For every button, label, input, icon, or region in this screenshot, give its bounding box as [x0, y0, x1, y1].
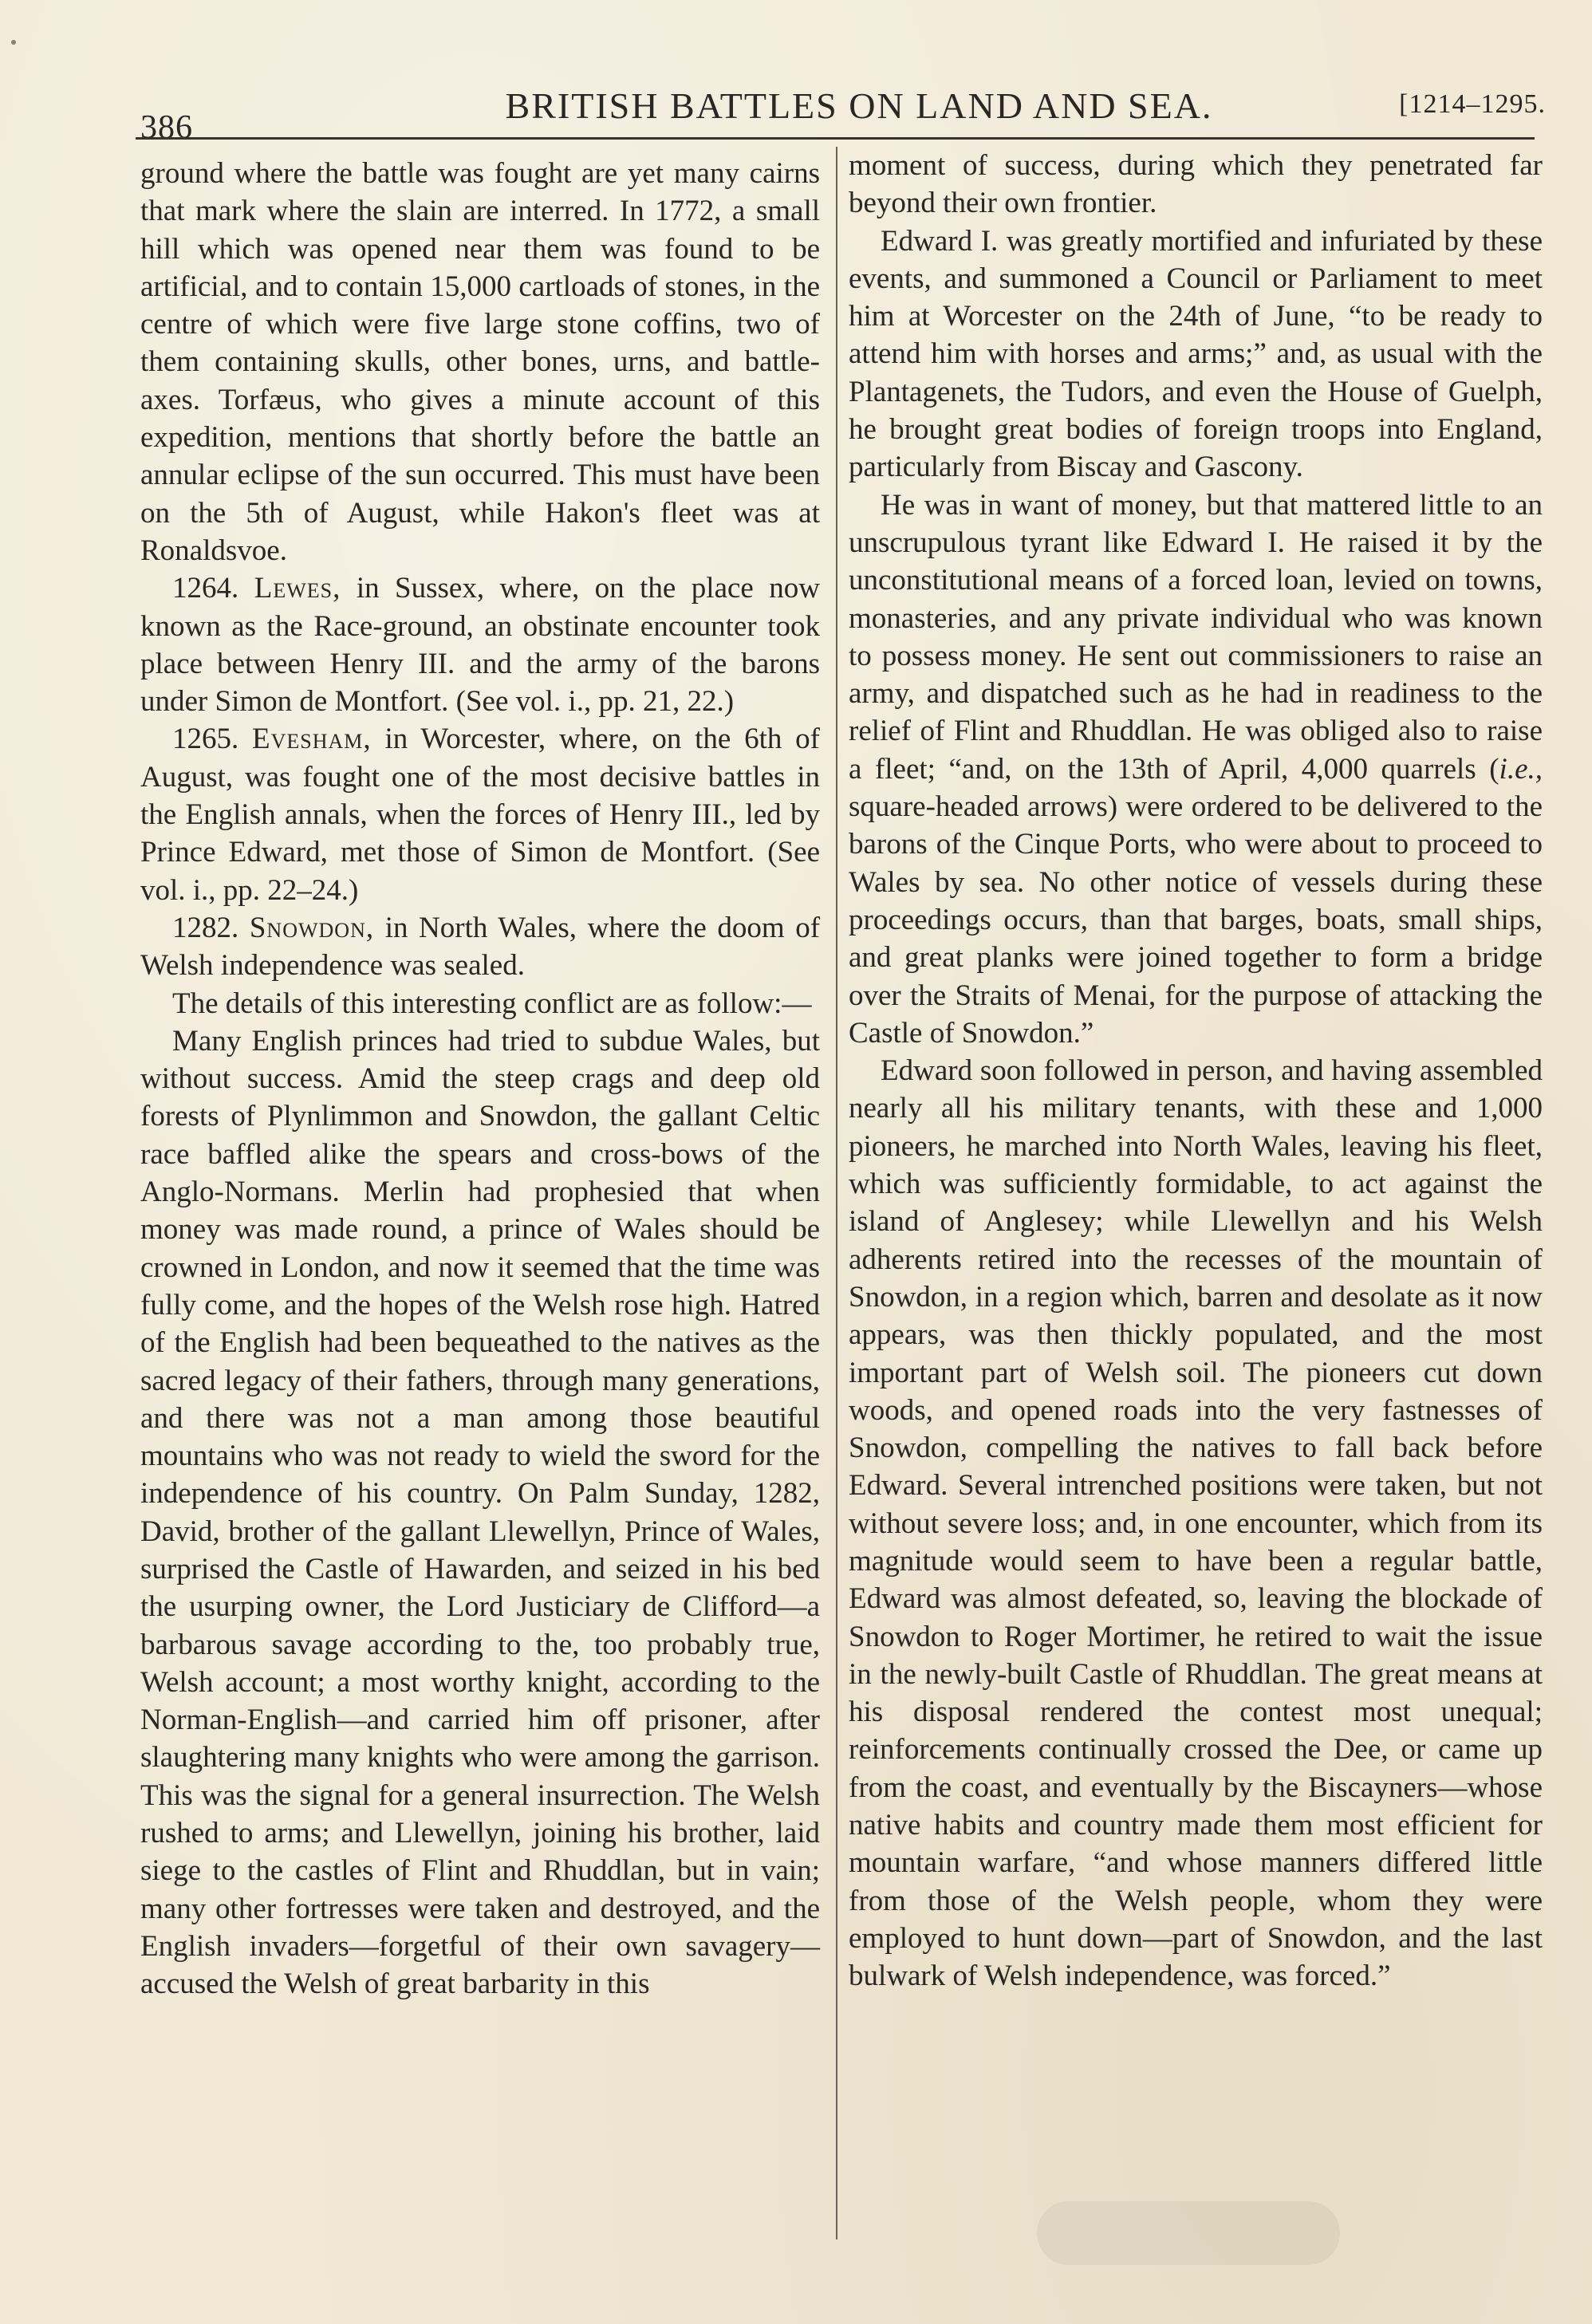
- entry-place: Snowdon,: [249, 911, 375, 944]
- entry-lewes: [140, 569, 820, 720]
- paragraph: Edward soon followed in person, and having assembled nearly all his military tenants, with these and 1,000 pioneers, he marched into North Wales, leaving his fleet, which was sufficiently formidable, to act against the island of Anglesey; while Llewellyn and his Welsh adherents retired into the recesses of the mountain of Snowdon, in a region which, barren and desolate as it now appears, was then thickly populated, and the most important part of Welsh soil. The pioneers cut down woods, and opened roads into the very fastnesses of Snowdon, compelling the natives to fall back before Edward. Several intrenched positions were taken, but not without severe loss; and, in one encounter, which from its magnitude would seem to have been a regular battle, Edward was almost defeated, so, leaving the blockade of Snowdon to Roger Mortimer, he retired to wait the issue in the newly-built Castle of Rhuddlan. The great means at his disposal rendered the contest most unequal; reinforcements continually crossed the Dee, or came up from the coast, and eventually by the Biscayners—whose native habits and country made them most efficient for mountain warfare, “and whose manners differed little from those of the Welsh people, whom they were employed to hunt down—part of Snowdon, and the last bulwark of Welsh independence, was forced.”: [849, 1054, 1543, 1993]
- entry-place: Lewes,: [254, 572, 341, 605]
- paragraph-text: square-headed arrows) were ordered to be delivered to the barons of the Cinque Ports, who were about to proceed to Wales by sea. No other notice of vessels during these proceedings occurs, than that barges, boats, small ships, and great planks were joined together to form a bridge over the Straits of Menai, for the purpose of attacking the Castle of Snowdon.”: [849, 790, 1543, 1050]
- paragraph: The details of this interesting conflict are as follow:—: [172, 987, 812, 1020]
- column-divider: [836, 147, 837, 2239]
- paper-speck: [11, 40, 16, 45]
- page-header: [140, 77, 1546, 146]
- entry-text: in Worcester, where, on the 6th of August, was fought one of the most decisive battles in the English annals, when the forces of Henry III., led by Prince Edward, met those of Simon de Montfort. (See vol. i., pp. 22–24.): [140, 723, 820, 907]
- left-column: [140, 155, 820, 2003]
- entry-text: in Sussex, where, on the place now known as the Race-ground, an obstinate encounter took place between Henry III. and the army of the barons under Simon de Montfort. (See vol. i., pp. 21, 22.): [140, 572, 821, 719]
- paragraph-text: He was in want of money, but that mattered little to an unscrupulous tyrant like Edward I. He raised it by the unconstitutional means of a forced loan, levied on towns, monasteries, and any private individual who was known to possess money. He sent out commissioners to raise an army, and dispatched such as he had in readiness to the relief of Flint and Rhuddlan. He was obliged also to raise a fleet; “and, on the 13th of April, 4,000 quarrels (: [849, 488, 1543, 786]
- date-range: [1214–1295.: [1399, 89, 1546, 119]
- entry-snowdon: [140, 909, 820, 985]
- header-rule: [136, 137, 1535, 140]
- entry-evesham: [140, 720, 820, 908]
- paragraph: [849, 486, 1543, 1052]
- paragraph: Many English princes had tried to subdue Wales, but without success. Amid the steep crags and deep old forests of Plynlimmon and Snowdon, the gallant Celtic race baffled alike the spears and cross-bows of the Anglo-Normans. Merlin had prophesied that when money was made round, a prince of Wales should be crowned in London, and now it seemed that the time was fully come, and the hopes of the Welsh rose high. Hatred of the English had been bequeathed to the natives as the sacred legacy of their fathers, through many generations, and there was not a man among those beautiful mountains who was not ready to wield the sword for the independence of his country. On Palm Sunday, 1282, David, brother of the gallant Llewellyn, Prince of Wales, surprised the Castle of Hawarden, and seized in his bed the usurping owner, the Lord Justiciary de Clifford—a barbarous savage according to the, too probably true, Welsh account; a most worthy knight, according to the Norman-English—and carried him off prisoner, after slaughtering many knights who were among the garrison. This was the signal for a general insurrection. The Welsh rushed to arms; and Llewellyn, joining his brother, laid siege to the castles of Flint and Rhuddlan, but in vain; many other fortresses were taken and destroyed, and the English invaders—forgetful of their own savagery—accused the Welsh of great barbarity in this: [140, 1024, 820, 2001]
- entry-year: 1282.: [172, 911, 239, 944]
- entry-year: 1265.: [172, 723, 239, 756]
- bleed-through-stamp: [1037, 2201, 1340, 2265]
- italic-abbreviation: i.e.,: [1499, 752, 1543, 786]
- entry-place: Evesham,: [252, 723, 372, 756]
- paragraph: ground where the battle was fought are yet many cairns that mark where the slain are interred. In 1772, a small hill which was opened near them was found to be artificial, and to contain 15,000 cartloads of stones, in the centre of which were five large stone coffins, two of them containing skulls, other bones, urns, and battle-axes. Torfæus, who gives a minute account of this expedition, mentions that shortly before the battle an annular eclipse of the sun occurred. This must have been on the 5th of August, while Hakon's fleet was at Ronaldsvoe.: [140, 157, 820, 567]
- entry-text: in North Wales, where the doom of Welsh independence was sealed.: [140, 911, 821, 983]
- paragraph: moment of success, during which they penetrated far beyond their own frontier.: [849, 149, 1543, 220]
- page-number: 386: [140, 109, 193, 146]
- entry-year: 1264.: [172, 572, 239, 605]
- running-title: BRITISH BATTLES ON LAND AND SEA.: [505, 85, 1213, 126]
- paragraph: Edward I. was greatly mortified and infuriated by these events, and summoned a Council or Parliament to meet him at Worcester on the 24th of June, “to be ready to attend him with horses and arms;” and, as usual with the Plantagenets, the Tudors, and even the House of Guelph, he brought great bodies of foreign troops into England, particularly from Biscay and Gascony.: [849, 224, 1543, 484]
- right-column: [849, 147, 1543, 1995]
